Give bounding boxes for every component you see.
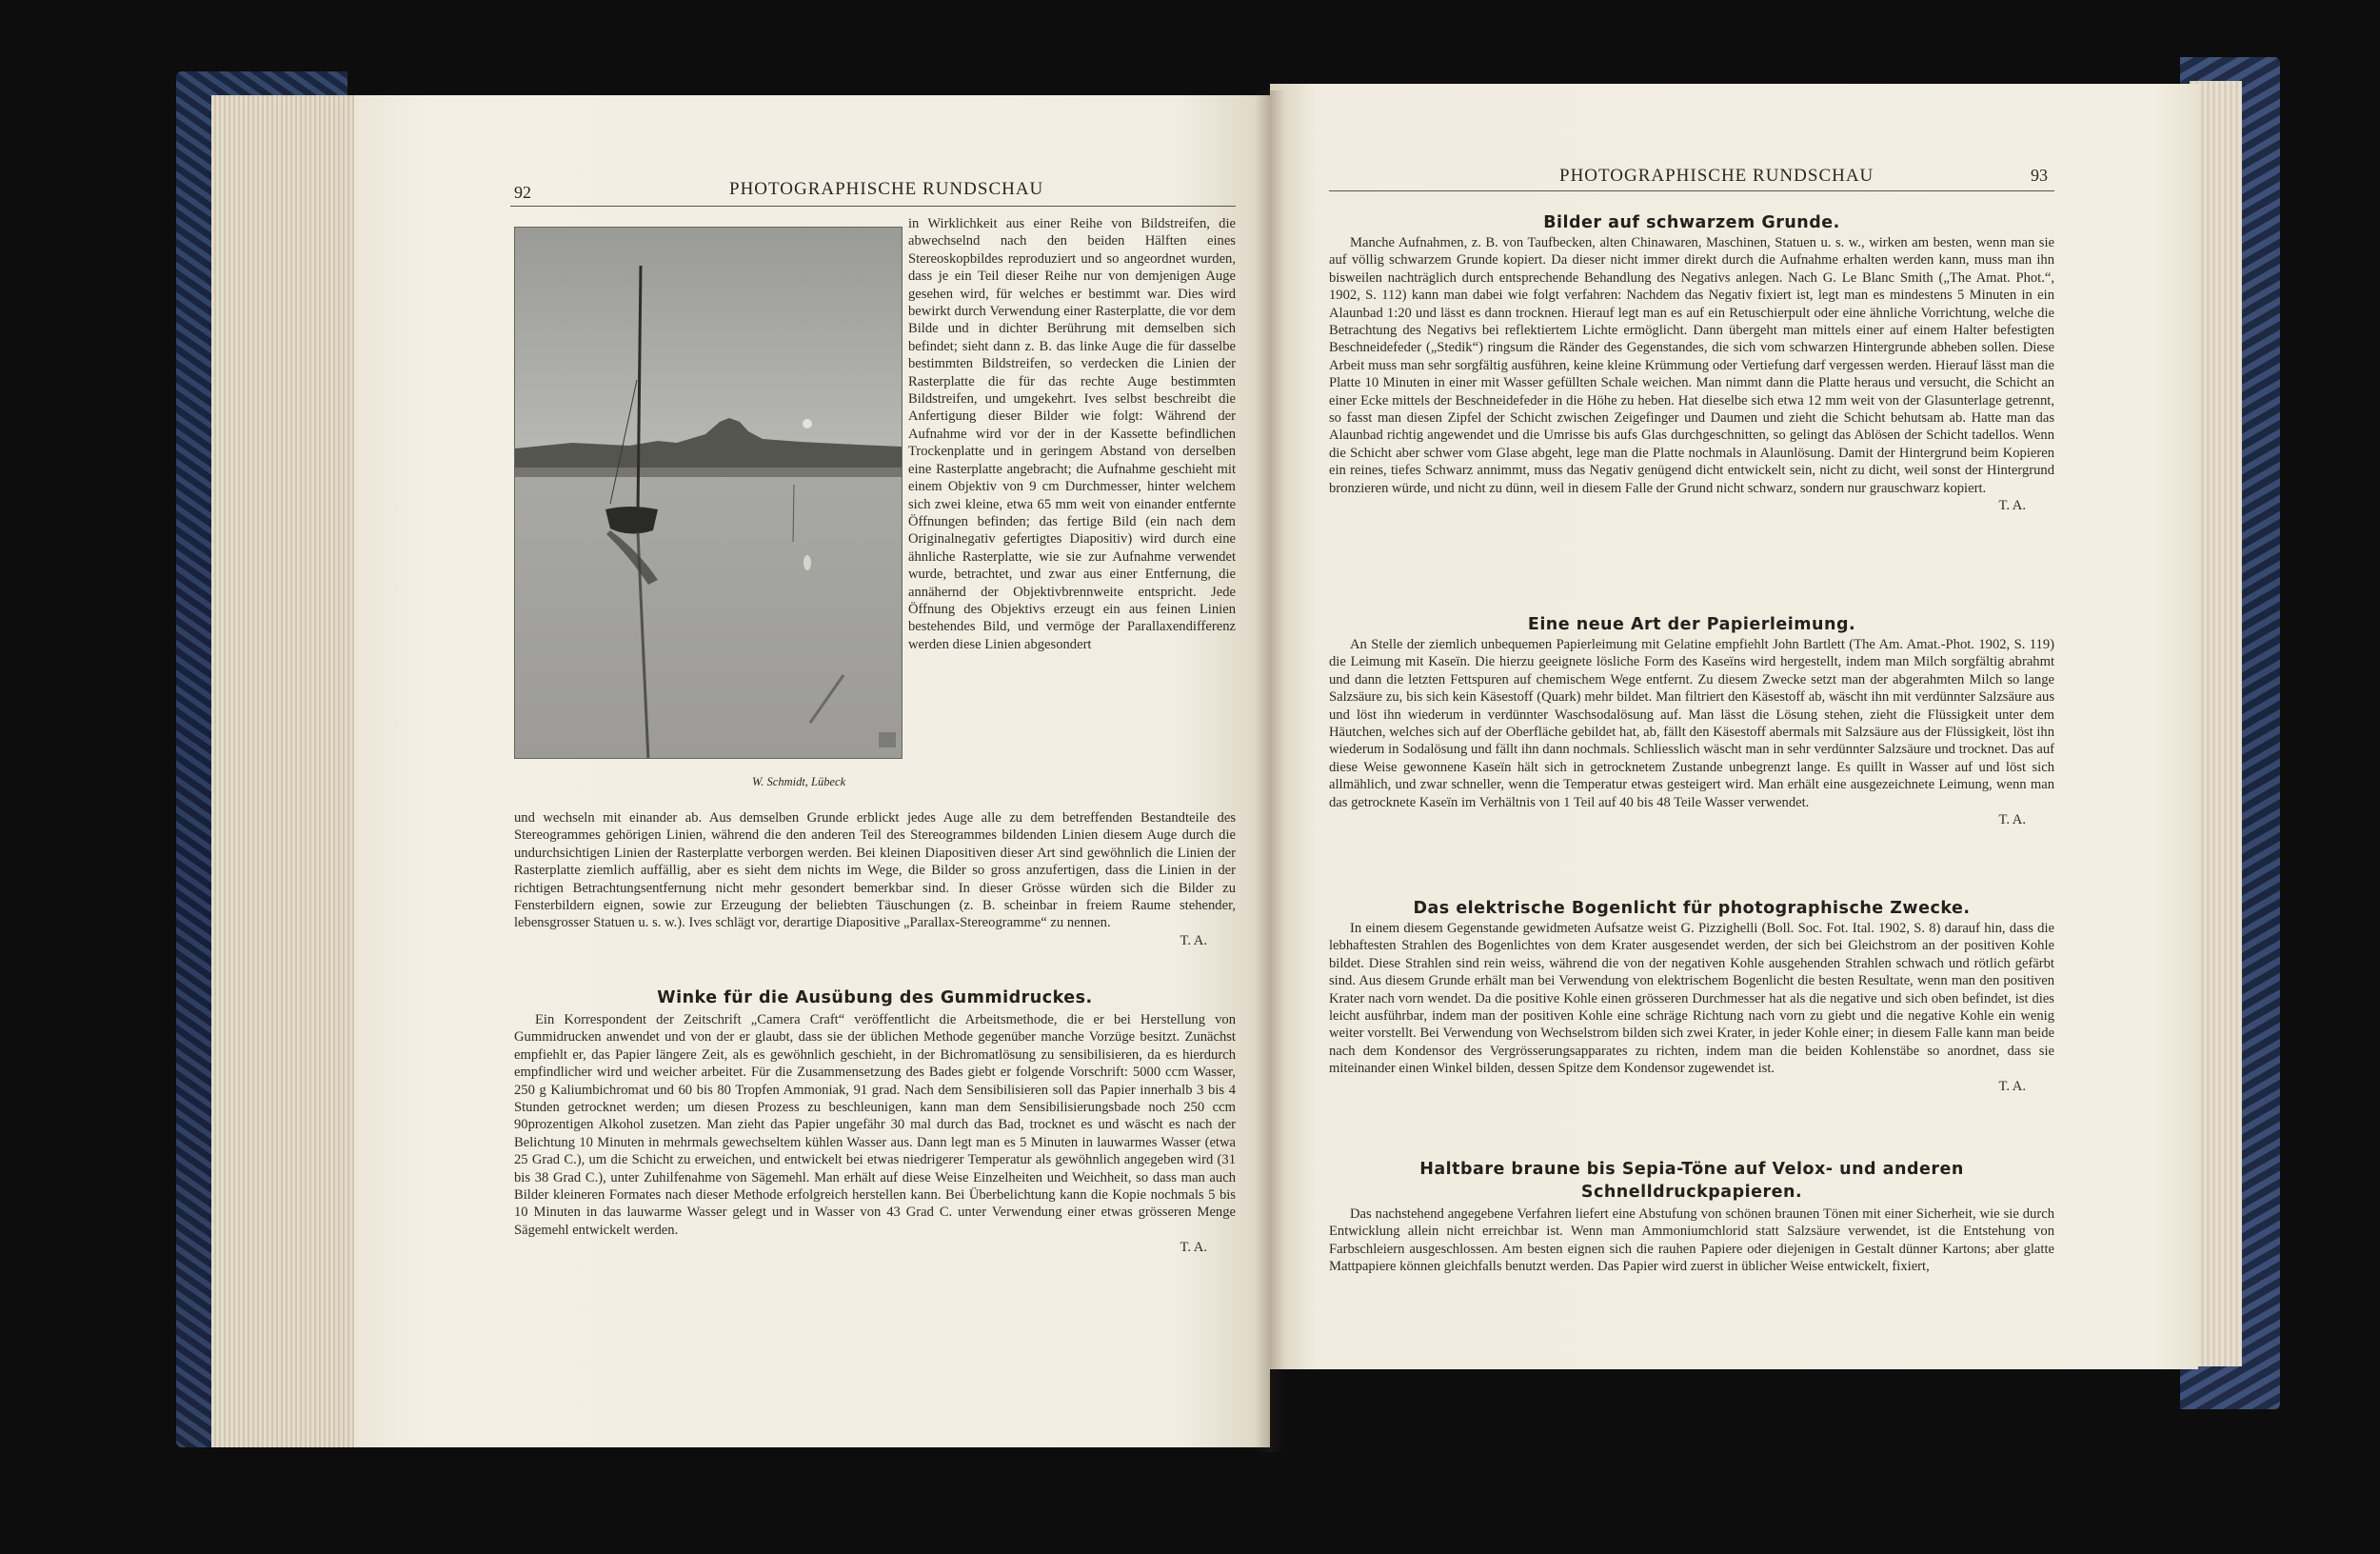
right-head-rule bbox=[1329, 190, 2054, 191]
heading-schwarzer-grund: Bilder auf schwarzem Grunde. bbox=[1543, 213, 1840, 232]
heading-papierleimung: Eine neue Art der Papierleimung. bbox=[1527, 615, 1856, 634]
stereogramm-paragraph: und wechseln mit einander ab. Aus demselben Grunde erblickt jedes Auge alle zu dem betreffenden Bestandteile des Stereogrammes gehörigen Linien, während die den anderen Teil des Stereogrammes bildenden Linien diesem Auge durch die undurchsichtigen Linien der Rasterplatte verborgen werden. Bei kleinen Diapositiven dieser Art sind gewöhnlich die Linien der Rasterplatte ziemlich auffällig, aber es sieht dem nichts im Wege, die Bilder so gross anzufertigen, dass die Linien in der richtigen Betrachtungsentfernung nicht mehr gesondert bemerkbar sind. In dieser Grösse würden sich die Bilder zu Fensterbildern eignen, sowie zur Erzeugung der beliebten Täuschungen (z. B. scheinbar in freiem Raume stehender, lebensgrosser Statuen u. s. w.). Ives schlägt vor, derartige Diapositive „Parallax-Stereogramme“ zu nennen. bbox=[514, 810, 1236, 931]
right-page-number: 93 bbox=[2031, 166, 2048, 185]
sailboat-photo-image bbox=[515, 228, 902, 758]
bogenlicht-column bbox=[1329, 920, 2054, 1095]
left-page-number: 92 bbox=[514, 183, 531, 202]
bogenlicht-paragraph: In einem diesem Gegenstande gewidmeten Aufsatze weist G. Pizzighelli (Boll. Soc. Fot. Ital. 1902, S. 8) darauf hin, dass die lebhaftesten Strahlen des Bogenlichtes von dem Krater ausgesendet werden, der sich bei Gleichstrom an der positiven Kohle bildet. Diese Strahlen sind rein weiss, während die von der negativen Kohle ausgehenden Strahlen schwach und rötlich gefärbt sind. Aus diesem Grunde erhält man bei Verwendung von elektrischem Bogenlicht die besten Resultate, wenn man den positiven Krater nach vorn wendet. Da die positive Kohle einen grösseren Durchmesser hat als die negative und sich oben befindet, ist dies leicht ausführbar, indem man der positiven Kohle eine schräge Richtung nach vorn zu giebt und die negative Kohle ein wenig weiter vorstellt. Bei Verwendung von Wechselstrom bilden sich zwei Krater, in jeder Kohle einer; in diesem Falle kann man beide nach dem Kondensor des Vergrösserungsapparates zu richten, indem man die beiden Kohlenstäbe so anordnet, dass sie miteinander einen Winkel bilden, dessen Spitze dem Kondensor zugewendet ist. bbox=[1329, 921, 2054, 1077]
papierleimung-paragraph: An Stelle der ziemlich unbequemen Papierleimung mit Gelatine empfiehlt John Bartlett (The Am. Amat.-Phot. 1902, S. 119) die Leimung mit Kaseïn. Die hierzu geeignete lösliche Form des Kaseïns wird hergestellt, indem man Milch sorgfältig abrahmt und dann die letzten Fettspuren auf chemischem Wege entfernt. Zu diesem Zwecke setzt man der abgerahmten Milch so lange Salzsäure zu, bis sich kein Käsestoff (Quark) mehr bildet. Man filtriert den Käsestoff ab, wäscht ihn mit verdünnter Salzsäure aus und löst ihn wiederum in verdünnter Waschsodalösung auf. Man lässt die Lösung stehen, zieht die Flüssigkeit unter dem Häutchen, welches sich auf der Oberfläche gebildet hat, ab, fällt den Käsestoff abermals mit Salzsäure aus der Flüssigkeit, löst ihn wiederum in Sodalösung und fällt ihn dann nochmals. Schliesslich wäscht man in sehr verdünnter Salzsäure und trocknet. Das auf diese Weise gewonnene Kaseïn hält sich in getrocknetem Zustande unbegrenzt lange. Es quillt in Wasser auf und löst sich allmählich, und zwar schneller, wenn die Temperatur etwas gesteigert wird. Man erhält eine ausgezeichnete Leimung, wenn man das getrocknete Kaseïn im Verhältnis von 1 Teil auf 40 bis 48 Teile Wasser verwendet. bbox=[1329, 637, 2054, 810]
page-edges-left bbox=[211, 95, 364, 1447]
gutter-shadow bbox=[1255, 90, 1285, 1452]
left-right-column bbox=[908, 215, 1236, 653]
heading-bogenlicht: Das elektrische Bogenlicht für photographische Zwecke. bbox=[1413, 899, 1971, 918]
gummidruck-paragraph: Ein Korrespondent der Zeitschrift „Camera Craft“ veröffentlicht die Arbeitsmethode, die er bei Herstellung von Gummidrucken anwendet und von der er glaubt, dass sie der üblichen Methode gegenüber manche Vorzüge besitzt. Zunächst empfiehlt er, das Papier längere Zeit, als es gewöhnlich geschieht, in der Bichromatlösung zu sensibilisieren, da es hierdurch empfindlicher wird und weicher arbeitet. Für die Zusammensetzung des Bades giebt er folgende Vorschrift: 5000 ccm Wasser, 250 g Kaliumbichromat und 60 bis 80 Tropfen Ammoniak, 91 grad. Nach dem Sensibilisieren soll das Papier innerhalb 3 bis 4 Stunden getrocknet werden; um diesen Prozess zu beschleunigen, kann man dem Sensibilisierungsbade noch 250 ccm 90prozentigen Alkohol zusetzen. Man zieht das Papier ungefähr 30 mal durch das Bad, trocknet es und wäscht es nach der Belichtung 10 Minuten in mehrmals gewechseltem kühlen Wasser aus. Dann legt man es 5 Minuten in lauwarmes Wasser (etwa 25 Grad C.), um die Schicht zu erweichen, und entwickelt bei etwas niedrigerer Temperatur als gewöhnlich angegeben wird (31 bis 38 Grad C.), unter Zuhilfenahme von Sägemehl. Man erhält auf diese Weise Einzelheiten und Weichheit, so dass man auch Bilder kleineren Formates nach dieser Methode erfolgreich herstellen kann. Bei Überbelichtung kann die Kopie nochmals 5 bis 10 Minuten in das lauwarme Wasser gelegt und in Wasser von 43 Grad C. unter Verwendung einer etwas grösseren Menge Sägemehl entwickelt werden. bbox=[514, 1012, 1236, 1238]
left-running-head: PHOTOGRAPHISCHE RUNDSCHAU bbox=[729, 179, 1044, 199]
schwarzer-grund-paragraph: Manche Aufnahmen, z. B. von Taufbecken, alten Chinawaren, Maschinen, Statuen u. s. w., wirken am besten, wenn man sie auf völlig schwarzem Grunde kopiert. Da dieser nicht immer direkt durch die Aufnahme erhalten werden kann, muss man ihn bisweilen nachträglich durch entsprechende Behandlung des Negativs anlegen. Nach G. Le Blanc Smith („The Amat. Phot.“, 1902, S. 112) kann man dabei wie folgt verfahren: Nachdem das Negativ fixiert ist, legt man es mindestens 5 Minuten in ein Alaunbad 1:20 und lässt es dann trocknen. Hierauf legt man es auf ein Retuschierpult oder eine ähnliche Vorrichtung, welche die Betrachtung des Negativs bei reflektiertem Lichte ermöglicht. Dann übergeht man mittels einer auf einem Halter befestigten Beschneidefeder („Stedik“) ringsum die Ränder des Gegenstandes, die sich vom schwarzen Hintergrunde abheben sollen. Diese Arbeit muss man sehr sorgfältig ausführen, keine kleine Krümmung oder Vertiefung darf vergessen werden. Hierauf lässt man die Platte 10 Minuten in einer mit Wasser gefüllten Schale weichen. Man nimmt dann die Platte heraus und versucht, die Schicht an einer Ecke mittels der Beschneidefeder in die Höhe zu heben. Hat dieselbe sich etwa 12 mm weit von der Glasunterlage getrennt, so fasst man diesen Zipfel der Schicht zwischen Zeigefinger und Daumen und zieht die Schicht behutsam ab. Hatte man das Alaunbad richtig angewendet und die Umrisse bis aufs Glas durchgeschnitten, so gelingt das Ablösen der Schicht tadellos. Wenn die Schicht aber schwer vom Glase abgeht, lege man die Platte nochmals in Alaunlösung. Damit der Hintergrund beim Kopieren ein reines, tiefes Schwarz annimmt, muss das Negativ genügend dicht entwickelt sein, nicht zu dicht, weil sonst der Hintergrund bronzieren würde, und nicht zu dünn, weil in diesem Falle der Grund nicht schwarz, sondern nur grauschwarz kopiert. bbox=[1329, 235, 2054, 496]
signature-ta-4: T. A. bbox=[1998, 812, 2026, 828]
sepia-paragraph: Das nachstehend angegebene Verfahren liefert eine Abstufung von schönen braunen Tönen mit einer Sicherheit, wie sie durch Entwicklung allein nicht erreichbar ist. Wenn man Ammoniumchlorid statt Salzsäure verwendet, ist die Entstehung von Farbschleiern ausgeschlossen. Am besten eignen sich die rauhen Papiere oder diejenigen in Gestalt dünner Kartons; aber glatte Mattpapiere können gleichfalls benutzt werden. Das Papier wird zuerst in üblicher Weise entwickelt, fixiert, bbox=[1329, 1206, 2054, 1275]
signature-ta-5: T. A. bbox=[1998, 1078, 2026, 1094]
heading-sepia-toene bbox=[1329, 1158, 2054, 1204]
signature-ta-2: T. A. bbox=[1180, 1240, 1207, 1256]
heading-gummidruck: Winke für die Ausübung des Gummidruckes. bbox=[657, 988, 1093, 1007]
schwarzer-grund-column bbox=[1329, 234, 2054, 515]
papierleimung-column bbox=[1329, 636, 2054, 828]
gummidruck-column bbox=[514, 1011, 1236, 1257]
signature-ta-1: T. A. bbox=[1180, 932, 1207, 948]
heading-sepia-line2: Schnelldruckpapieren. bbox=[1580, 1183, 1803, 1202]
left-head-rule bbox=[510, 206, 1236, 207]
photograph bbox=[514, 227, 902, 759]
signature-ta-3: T. A. bbox=[1998, 498, 2026, 514]
ives-continued-paragraph: in Wirklichkeit aus einer Reihe von Bildstreifen, die abwechselnd nach den beiden Hälften eines Stereoskopbildes reproduziert und so angeordnet wurden, dass je ein Teil dieser Reihe nur von demjenigen Auge gesehen wird, für welches er bestimmt war. Dies wird bewirkt durch Verwendung einer Rasterplatte, die vor dem Bilde und in dichter Berührung mit demselben sich befindet; sieht dann z. B. das linke Auge die für dasselbe bestimmten Bildstreifen, so verdecken die Linien der Rasterplatte die für das rechte Auge bestimmten Bildstreifen, und umgekehrt. Ives selbst beschreibt die Anfertigung dieser Bilder wie folgt: Während der Aufnahme wird vor der in der Kassette befindlichen Trockenplatte und in geringem Abstand von derselben eine Rasterplatte angebracht; die Aufnahme geschieht mit einem Objektiv von 9 cm Durchmesser, hinter welchem sich zwei kleine, etwa 65 mm weit von einander entfernte Öffnungen befinden; das fertige Bild (ein nach dem Originalnegativ gefertigtes Diapositiv) wird durch eine ähnliche Rasterplatte, wie sie zur Aufnahme verwendet wurde, betrachtet, und zwar aus einer Entfernung, die annähernd der Objektivbrennweite entspricht. Jede Öffnung des Objektivs erzeugt ein aus feinen Linien bestehendes Bild, und vermöge der Parallaxendifferenz werden diese Linien abgesondert bbox=[908, 216, 1236, 652]
right-running-head: PHOTOGRAPHISCHE RUNDSCHAU bbox=[1559, 166, 1874, 186]
photo-caption: W. Schmidt, Lübeck bbox=[752, 775, 846, 788]
heading-sepia-line1: Haltbare braune bis Sepia-Töne auf Velox- und anderen bbox=[1419, 1160, 1964, 1179]
left-full-column bbox=[514, 809, 1236, 949]
sepia-column bbox=[1329, 1205, 2054, 1276]
